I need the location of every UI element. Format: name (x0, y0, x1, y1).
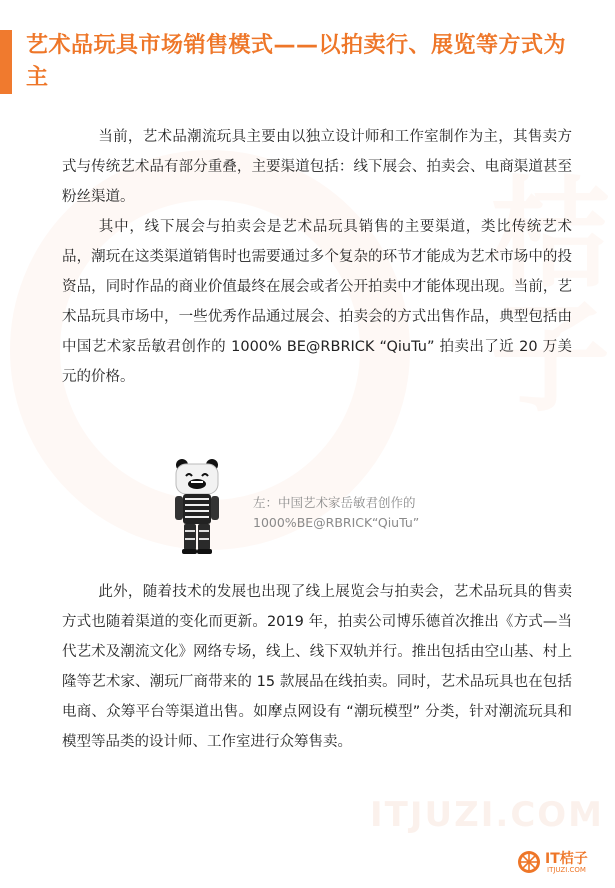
brand-logo-name: IT桔子 (545, 851, 588, 867)
bearbrick-figure-image (172, 458, 222, 556)
figure-caption (253, 493, 553, 533)
background-watermark-glyph: 桔子 (470, 170, 609, 418)
footer-watermark-url: ITJUZI.COM (370, 795, 605, 835)
paragraph-3-text: 此外，随着技术的发展也出现了线上展览会与拍卖会，艺术品玩具的售卖方式也随着渠道的变化而更新。2019 年，拍卖公司博乐德首次推出《方式—当代艺术及潮流文化》网络专场，线上、线下双轨并行。推出包括由空山基、村上隆等艺术家、潮玩厂商带来的 15 款展品在线拍卖。同时，艺术品玩具也在包括电商、众筹平台等渠道出售。如摩点网设有 “潮玩模型” 分类，针对潮流玩具和模型等品类的设计师、工作室进行众筹售卖。 (62, 584, 572, 750)
brand-logo (517, 848, 607, 878)
figure-caption-line-2: 1000%BE@RBRICK“QiuTu” (253, 515, 420, 530)
paragraph-3 (62, 577, 572, 757)
figure-caption-line-1: 左：中国艺术家岳敏君创作的 (253, 495, 416, 510)
orange-slice-icon (517, 850, 541, 874)
brand-logo-url: ITJUZI.COM (547, 866, 586, 874)
paragraph-1-text: 当前，艺术品潮流玩具主要由以独立设计师和工作室制作为主，其售卖方式与传统艺术品有部分重叠，主要渠道包括：线下展会、拍卖会、电商渠道甚至粉丝渠道。 (62, 129, 572, 205)
title-accent-bar (0, 30, 12, 94)
paragraph-1 (62, 122, 572, 212)
paragraph-2 (62, 212, 572, 392)
bearbrick-figure-icon (172, 458, 222, 556)
article-title: 艺术品玩具市场销售模式——以拍卖行、展览等方式为主 (26, 33, 567, 90)
paragraph-2-text: 其中，线下展会与拍卖会是艺术品玩具销售的主要渠道，类比传统艺术品，潮玩在这类渠道销售时也需要通过多个复杂的环节才能成为艺术市场中的投资品，同时作品的商业价值最终在展会或者公开拍卖中才能体现出现。当前，艺术品玩具市场中，一些优秀作品通过展会、拍卖会的方式出售作品，典型包括由中国艺术家岳敏君创作的 1000% BE@RBRICK “QiuTu” 拍卖出了近 20 万美元的价格。 (62, 219, 572, 385)
